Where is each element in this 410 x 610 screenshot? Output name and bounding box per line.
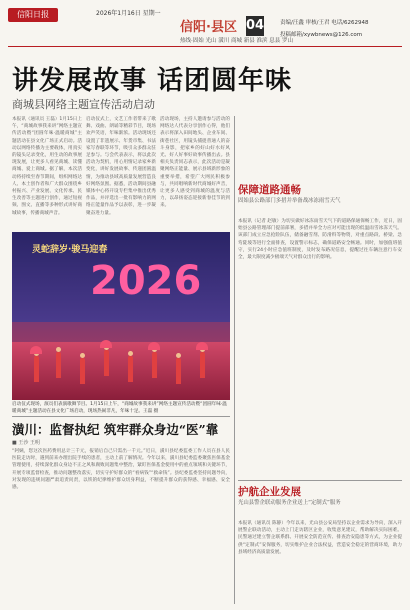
lead-subheadline: 商城县网络主题宣传活动启动 <box>12 98 155 111</box>
dancer-figure <box>128 356 133 382</box>
bottom-article-body: “阿姨，您这次医药费用总计三千元，报销后自己只需出一千元。”近日，潢川县纪委监委工作人员在县人民医院走访时，遇到前来办理出院手续的患者，主动上前了解情况。今年以来，潢川县纪委监委聚焦医保基金管理使用，持续深化群众身边不正之风和腐败问题集中整治，紧盯医保基金使用中的重点领域和关键环节，开展专项监督检查，推动问题整改落实，切实守护好群众的“看病钱”“救命钱”。县纪委监委坚持问题导向，对发现的违规问题严肃追责问责，以铁的纪律维护群众切身利益，不断提升群众的获得感、幸福感、安全感。 <box>12 449 230 491</box>
section-tagline: 热线·固始 光山 潢川 商城 新县 淮滨 息县 罗山 <box>180 38 293 44</box>
section-divider <box>12 416 230 417</box>
page-header <box>0 0 410 54</box>
section-title: 信阳·县区 <box>180 20 237 35</box>
dancer-figure <box>56 352 61 378</box>
dancer-figure <box>152 352 157 378</box>
lead-body-column-1: 本报讯（通讯员 王磊）1月15日上午，“商城故事我来讲”网络主题宣传活动暨“团圆年味·温暖商城”主题活动在县文化广场正式启动。活动以网络传播为主要载体，用真实的镜头记录变化，用生动的故事展现发展，让更多人看见商城、读懂商城、爱上商城。据了解，本次活动将持续至春节期间，组织网络达人、本土创作者和广大群众围绕乡村振兴、产业发展、文化传承、民生改善等主题进行创作，通过短视频、图文、直播等多种形式讲好商城故事，传播商城声音。 <box>12 117 82 216</box>
right-article-2-body: 本报讯（通讯员 陈静）今年以来，光山县公安局坚持以企业需求为导向，深入开展警企联动活动，主动上门走访辖区企业，收集意见建议，帮助解决实际困难。民警通过建立警企联系群、开展安全防范宣传、排查治安隐患等方式，为企业提供“定制式”安保服务，切实维护企业合法权益，营造安全稳定的营商环境，助力县域经济高质量发展。 <box>238 521 402 555</box>
stage-banner-text: 灵蛇辞岁·骏马迎春 <box>32 245 108 255</box>
stage-year-text: 2026 <box>90 258 202 304</box>
right-article-2-subtitle: 光山县警企联动服务企业送上“定制式”服务 <box>238 500 341 506</box>
bottom-article-author: ■ 王沙 王明 <box>12 440 40 446</box>
page-number: 04 <box>246 16 264 36</box>
right-article-2-title: 护航企业发展 <box>238 486 301 498</box>
section-divider <box>238 480 402 481</box>
stage-floor <box>12 342 230 400</box>
fan-prop <box>30 346 42 354</box>
lead-headline: 讲发展故事 话团圆年味 <box>12 66 293 96</box>
lead-body-column-2: 启动仪式上，文艺工作者带来了歌舞、戏曲、朗诵等精彩节目，现场欢声笑语，年味渐浓。活动现场还设置了非遗展示、年货市集、书法家写春联等环节，吸引众多群众驻足参与。与会代表表示，将以此次活动为契机，用心用情记录家乡新变化，讲好发展故事、传递团圆温情，为推动县域高质量发展营造良好网络氛围。据悉，活动期间县融媒体中心将开设专栏集中推出优秀作品，并评选出一批有影响力的网络正能量作品予以表彰，进一步凝聚奋进力量。 <box>86 117 156 216</box>
column-divider <box>234 116 235 604</box>
dancer-figure <box>104 350 109 376</box>
event-photo <box>12 232 230 400</box>
fan-prop <box>148 342 160 350</box>
editor-contact: 责编/汪鑫 审核/王君 电话/6262948 <box>280 20 369 26</box>
submission-email: 投稿邮箱/xywbnews@126.com <box>280 32 363 38</box>
dancer-figure <box>34 356 39 382</box>
dancer-figure <box>80 358 85 384</box>
publication-date: 2026年1月16日 星期一 <box>96 10 161 17</box>
fan-prop <box>196 342 208 350</box>
photo-caption: 启动仪式现场，演员们表演歌舞节目。1月15日上午，“商城故事我来讲”网络主题宣传活动暨“团圆年味·温暖商城”主题活动在县文化广场启动，现场热闹非凡，年味十足。王磊 摄 <box>12 402 227 414</box>
dancer-figure <box>176 358 181 384</box>
header-divider <box>8 46 402 47</box>
right-article-1-subtitle: 固始县公路部门多措并举备战冰冻雨雪天气 <box>238 198 341 204</box>
newspaper-logo: 信阳日报 <box>8 8 58 22</box>
lead-body-column-3: 活动现场，主持人邀请参与活动的网络达人代表分享创作心得，他们表示将深入田间地头、企业车间、街巷社区，用镜头捕捉普通人的奋斗身影，把家乡的好山好水好风光、好人好事好故事传播出去。县相关负责同志表示，此次活动是凝聚网络正能量、展示县域新形象的重要举措，希望广大网民积极参与，共同唱响新时代商城好声音，让更多人感受到商城的温度与活力，以昂扬姿态迎接新春佳节的到来。 <box>160 117 230 209</box>
fan-prop <box>100 340 112 348</box>
bottom-article-title: 潢川：监督执纪 筑牢群众身边“医”靠 <box>12 422 219 437</box>
right-article-1-body: 本报讯（记者 赵敏）为切实做好冰冻雨雪天气下的道路保通保畅工作，近日，固始县公路管理部门提前部署，多措并举全力应对可能出现的低温雨雪冰冻天气。该部门成立应急抢险队伍，储备融雪剂、防滑料等物资，对重点路段、桥梁、急弯陡坡等进行全面排查，设置警示标志，确保道路安全畅通。同时，加强值班值守，实行24小时应急值班制度，及时发布路况信息，提醒过往车辆注意行车安全，最大限度减少极端天气对群众出行的影响。 <box>238 219 402 261</box>
right-article-1-title: 保障道路通畅 <box>238 184 301 196</box>
dancer-figure <box>200 352 205 378</box>
